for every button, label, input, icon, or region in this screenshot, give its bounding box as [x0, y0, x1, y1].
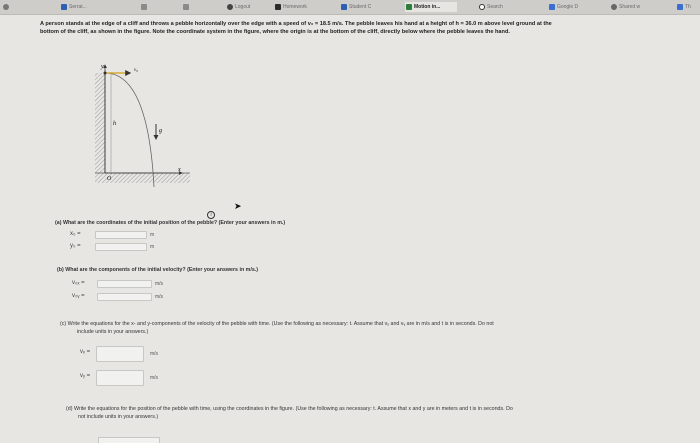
tab-label: Logout: [235, 4, 251, 10]
g-label: g: [159, 128, 162, 134]
tab-label: Shared w: [619, 4, 641, 10]
info-icon[interactable]: i: [207, 211, 215, 219]
docs-icon: [549, 4, 555, 10]
vy-label: vᵧ =: [80, 373, 91, 379]
tab-label: Student C: [349, 4, 372, 10]
cliff-figure: [90, 59, 195, 199]
tab-label: Google D: [557, 4, 579, 10]
x-axis-label: x: [178, 167, 181, 173]
mouse-cursor-icon: ➤: [234, 201, 242, 211]
answer-row-y0: [70, 243, 160, 253]
browser-tab-active[interactable]: [405, 2, 457, 12]
docs-icon: [677, 4, 683, 10]
problem-line-2: bottom of the cliff, as shown in the figure. Note the coordinate system in the figure, where the origin is at the bottom of the cliff, directly below where the pebble leaves the hand.: [40, 29, 510, 35]
document-icon: [341, 4, 347, 10]
question-d-line-1: (d) Write the equations for the position of the pebble with time, using the coordinates in the figure. (Use the following as necessary: t. Assume that x and y are in meters and t is in seconds. Do: [66, 406, 513, 412]
v0y-input[interactable]: [97, 293, 152, 301]
play-icon: [406, 4, 412, 10]
tab-label: Serrat...: [69, 4, 87, 10]
vx-input[interactable]: [96, 346, 144, 362]
browser-tab[interactable]: [340, 2, 386, 12]
problem-statement: [40, 20, 698, 36]
question-b: (b) What are the components of the initial velocity? (Enter your answers in m/s.): [57, 267, 259, 273]
v0y-label: v₀ᵧ =: [72, 293, 85, 299]
answer-row-vy: [80, 370, 190, 386]
vy-input[interactable]: [96, 370, 144, 386]
tab-label: Th: [685, 4, 691, 10]
x0-label: x₀ =: [70, 231, 81, 237]
browser-tab[interactable]: [60, 2, 120, 12]
folder-icon: [61, 4, 67, 10]
y0-label: y₀ =: [70, 243, 81, 249]
vy-unit: m/s: [150, 375, 159, 381]
browser-tab[interactable]: [610, 2, 652, 12]
v0x-label: v₀ₓ =: [72, 280, 85, 286]
question-c-line-2: include units in your answers.): [77, 329, 149, 335]
v0x-unit: m/s: [155, 281, 164, 287]
v0-label: v₀: [134, 68, 138, 73]
tab-label: Search: [487, 4, 503, 10]
y0-unit: m: [150, 244, 155, 250]
position-x-input[interactable]: [98, 437, 160, 443]
question-d-line-2: not include units in your answers.): [78, 414, 159, 420]
page-content: [0, 15, 700, 441]
document-icon: [141, 4, 147, 10]
logo-icon: [275, 4, 281, 10]
v0y-unit: m/s: [155, 294, 164, 300]
browser-tab[interactable]: [274, 2, 330, 12]
vx-label: vₓ =: [80, 349, 91, 355]
y0-input[interactable]: [95, 243, 147, 251]
x0-unit: m: [150, 232, 155, 238]
browser-tab[interactable]: [676, 2, 700, 12]
drive-icon: [611, 4, 617, 10]
x0-input[interactable]: [95, 231, 147, 239]
trajectory-curve: [105, 73, 154, 187]
origin-label: O: [107, 176, 112, 182]
browser-tab[interactable]: [2, 2, 42, 12]
cliff-face: [95, 73, 105, 173]
browser-tab[interactable]: [226, 2, 266, 12]
question-c-line-1: (c) Write the equations for the x- and y-components of the velocity of the pebble with time. (Use the following as necessary: t. Assume that vₓ and vᵧ are in m/s and t is in seconds. Do not: [60, 321, 494, 327]
bookmark-icon: [3, 4, 9, 10]
answer-row-v0y: [72, 293, 172, 303]
answer-row-x0: [70, 231, 160, 241]
circle-icon: [479, 4, 485, 10]
answer-row-vx: [80, 346, 190, 362]
browser-tab[interactable]: [182, 2, 222, 12]
browser-tab[interactable]: [548, 2, 592, 12]
h-label: h: [113, 121, 116, 127]
vx-unit: m/s: [150, 351, 159, 357]
y-axis-label: y: [101, 64, 104, 70]
problem-line-1: A person stands at the edge of a cliff and throws a pebble horizontally over the edge with a speed of v₀ = 18.5 m/s. The pebble leaves his hand at a height of h = 36.0 m above level ground at the: [40, 21, 552, 27]
pebble: [104, 72, 107, 75]
browser-tab[interactable]: [478, 2, 528, 12]
question-a: (a) What are the coordinates of the initial position of the pebble? (Enter your answers in m.): [55, 220, 286, 226]
tab-label: Homework: [283, 4, 307, 10]
tab-label: Motion in...: [414, 4, 441, 10]
answer-row-v0x: [72, 280, 172, 290]
document-icon: [183, 4, 189, 10]
browser-tab-bar: [0, 0, 700, 15]
browser-tab[interactable]: [140, 2, 180, 12]
v0x-input[interactable]: [97, 280, 152, 288]
c-icon: [227, 4, 233, 10]
